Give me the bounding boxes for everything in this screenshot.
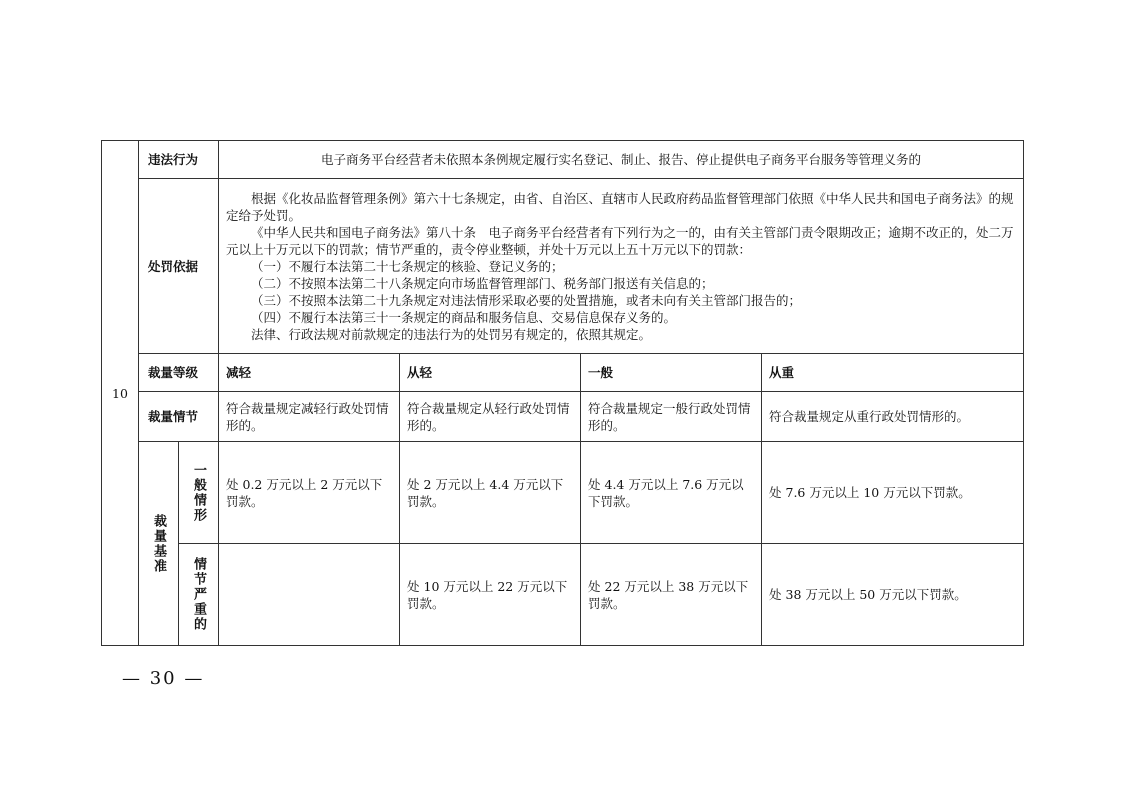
serious-label: 情节严重的: [191, 557, 206, 632]
circumstance-general: 符合裁量规定一般行政处罚情形的。: [581, 392, 762, 442]
page-number: — 30 —: [122, 668, 205, 689]
grade-severe: 从重: [762, 354, 1024, 392]
grade-row: [102, 354, 1024, 392]
general-general: 处 4.4 万元以上 7.6 万元以下罚款。: [581, 442, 762, 544]
general-label: 一般情形: [191, 462, 206, 523]
basis-closing: 法律、行政法规对前款规定的违法行为的处罚另有规定的，依照其规定。: [251, 326, 652, 342]
row-number: 10: [102, 141, 139, 646]
serious-general: 处 22 万元以上 38 万元以下罚款。: [581, 544, 762, 646]
grade-lenient: 从轻: [400, 354, 581, 392]
grade-mitigated: 减轻: [219, 354, 400, 392]
basis-item: （三）不按照本法第二十九条规定对违法情形采取必要的处置措施，或者未向有关主管部门报告的；: [251, 292, 802, 308]
general-lenient: 处 2 万元以上 4.4 万元以下罚款。: [400, 442, 581, 544]
circumstance-lenient: 符合裁量规定从轻行政处罚情形的。: [400, 392, 581, 442]
general-mitigated: 处 0.2 万元以上 2 万元以下罚款。: [219, 442, 400, 544]
basis-row: [102, 179, 1024, 354]
violation-label: 违法行为: [139, 141, 219, 179]
standard-label-cell: [139, 442, 179, 646]
general-severe: 处 7.6 万元以上 10 万元以下罚款。: [762, 442, 1024, 544]
basis-label: 处罚依据: [139, 179, 219, 354]
standard-label: 裁量基准: [151, 513, 166, 574]
circumstance-severe: 符合裁量规定从重行政处罚情形的。: [762, 392, 1024, 442]
standard-serious-row: [102, 544, 1024, 646]
basis-item: （二）不按照本法第二十八条规定向市场监督管理部门、税务部门报送有关信息的；: [251, 275, 714, 291]
basis-item: （一）不履行本法第二十七条规定的核验、登记义务的；: [251, 258, 564, 274]
general-label-cell: [179, 442, 219, 544]
standard-general-row: [102, 442, 1024, 544]
grade-label: 裁量等级: [139, 354, 219, 392]
serious-label-cell: [179, 544, 219, 646]
serious-mitigated: [219, 544, 400, 646]
basis-text: [219, 179, 1024, 354]
basis-item: （四）不履行本法第三十一条规定的商品和服务信息、交易信息保存义务的。: [251, 309, 677, 325]
circumstance-label: 裁量情节: [139, 392, 219, 442]
basis-paragraph: 《中华人民共和国电子商务法》第八十条 电子商务平台经营者有下列行为之一的，由有关主管部门责令限期改正；逾期不改正的，处二万元以上十万元以下的罚款；情节严重的，责令停业整顿，并处十万元以上五十万元以下的罚款：: [226, 224, 1014, 257]
serious-lenient: 处 10 万元以上 22 万元以下罚款。: [400, 544, 581, 646]
grade-general: 一般: [581, 354, 762, 392]
violation-row: [102, 141, 1024, 179]
violation-text: 电子商务平台经营者未依照本条例规定履行实名登记、制止、报告、停止提供电子商务平台服务等管理义务的: [219, 141, 1024, 179]
basis-paragraph: 根据《化妆品监督管理条例》第六十七条规定，由省、自治区、直辖市人民政府药品监督管理部门依照《中华人民共和国电子商务法》的规定给予处罚。: [226, 190, 1014, 223]
serious-severe: 处 38 万元以上 50 万元以下罚款。: [762, 544, 1024, 646]
circumstance-mitigated: 符合裁量规定减轻行政处罚情形的。: [219, 392, 400, 442]
circumstance-row: [102, 392, 1024, 442]
penalty-table: [101, 140, 1024, 646]
